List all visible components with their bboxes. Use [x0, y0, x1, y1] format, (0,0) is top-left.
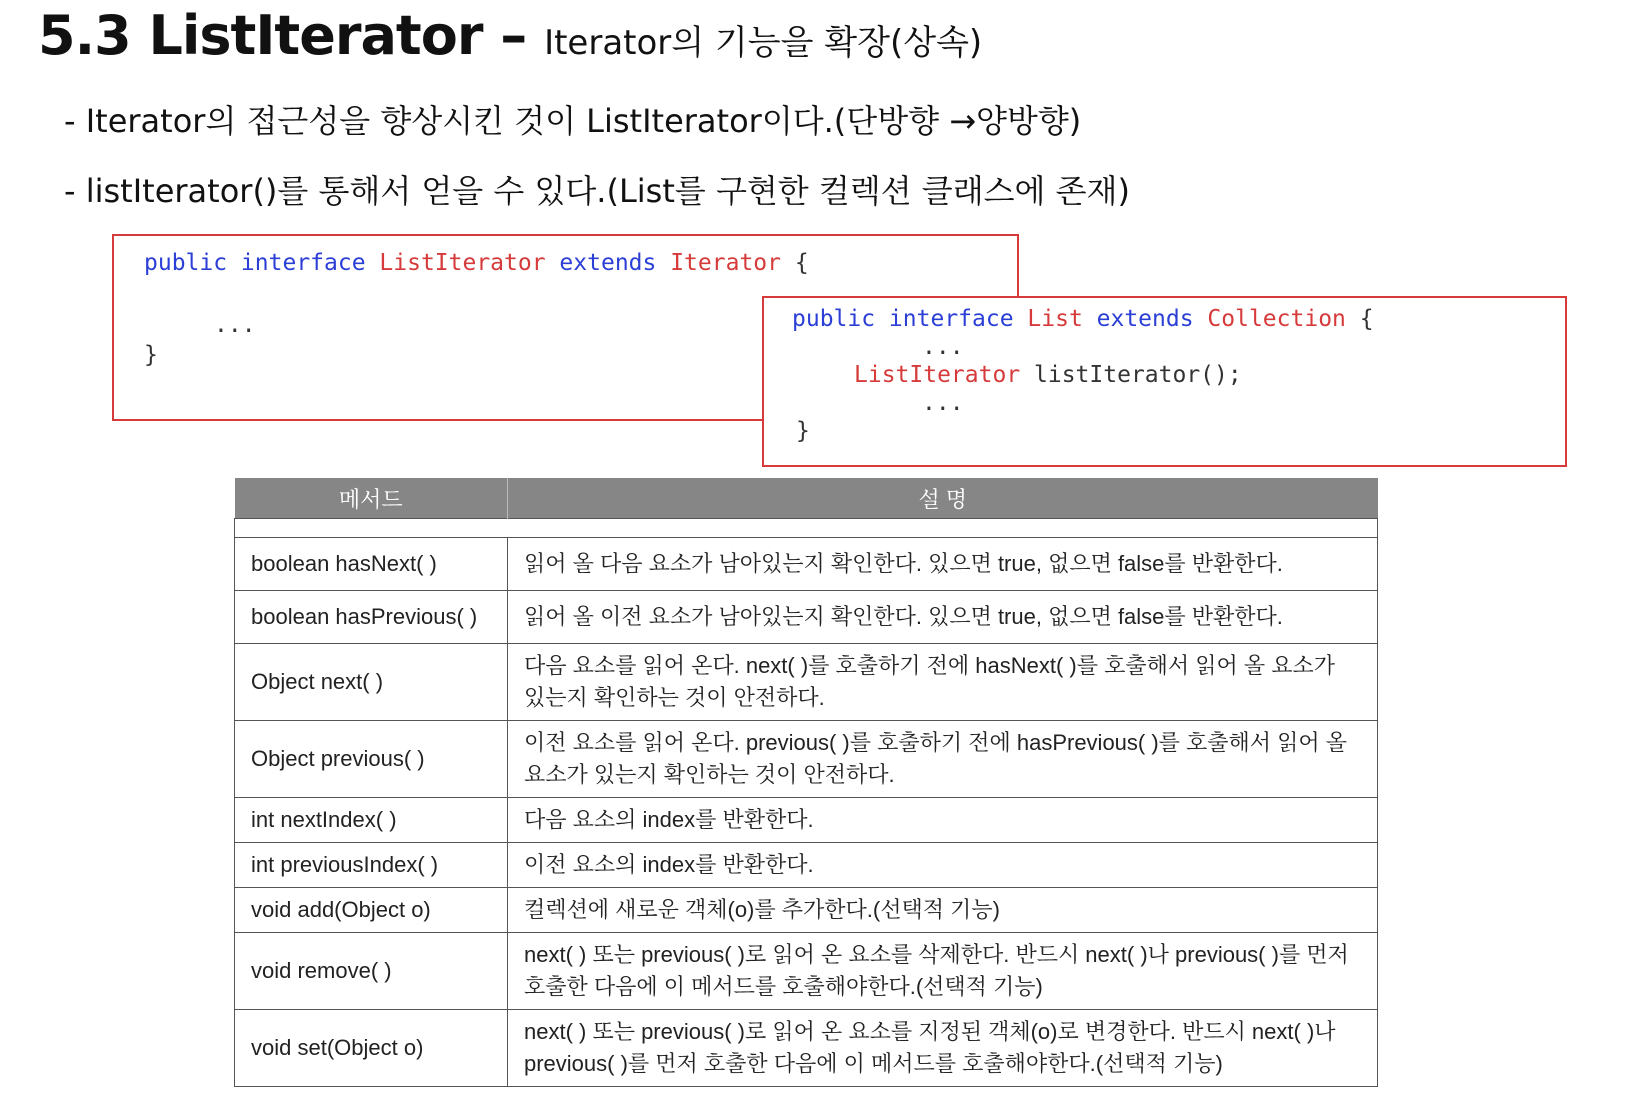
table-row: [235, 538, 1378, 591]
code-type: ListIterator: [379, 250, 546, 276]
bullet-1: - Iterator의 접근성을 향상시킨 것이 ListIterator이다.(단방향 →양방향): [64, 102, 1082, 140]
table-row: [235, 843, 1378, 888]
code-keyword: extends: [545, 250, 671, 276]
code-box-list: [762, 296, 1567, 467]
code-type: ListIterator: [854, 362, 1021, 388]
code-ellipsis: ...: [922, 334, 964, 360]
code-method: listIterator();: [1020, 362, 1242, 388]
header-description: 설 명: [508, 478, 1378, 519]
code-type: List: [1027, 306, 1083, 332]
header-method: 메서드: [235, 478, 508, 519]
method-name: int previousIndex( ): [235, 843, 508, 888]
code-close-brace: }: [796, 418, 810, 444]
table-row: [235, 1010, 1378, 1087]
bullet-2: - listIterator()를 통해서 얻을 수 있다.(List를 구현한 컬렉션 클래스에 존재): [64, 172, 1130, 210]
method-name: void set(Object o): [235, 1010, 508, 1087]
table-row: [235, 644, 1378, 721]
method-description: 이전 요소를 읽어 온다. previous( )를 호출하기 전에 hasPrevious( )를 호출해서 읽어 올 요소가 있는지 확인하는 것이 안전하다.: [508, 721, 1378, 798]
method-name: Object next( ): [235, 644, 508, 721]
method-description: 읽어 올 이전 요소가 남아있는지 확인한다. 있으면 true, 없으면 false를 반환한다.: [508, 591, 1378, 644]
table-row: [235, 888, 1378, 933]
code-keyword: public interface: [144, 250, 380, 276]
method-description: next( ) 또는 previous( )로 읽어 온 요소를 지정된 객체(o)로 변경한다. 반드시 next( )나 previous( )를 먼저 호출한 다음에 이 메서드를 호출해야한다.(선택적 기능): [508, 1010, 1378, 1087]
method-name: int nextIndex( ): [235, 798, 508, 843]
method-description: 컬렉션에 새로운 객체(o)를 추가한다.(선택적 기능): [508, 888, 1378, 933]
code-close-brace: }: [144, 342, 158, 368]
method-name: Object previous( ): [235, 721, 508, 798]
table-row: [235, 591, 1378, 644]
method-description: 읽어 올 다음 요소가 남아있는지 확인한다. 있으면 true, 없으면 false를 반환한다.: [508, 538, 1378, 591]
page-title: [38, 4, 982, 67]
table-header-row: [235, 478, 1378, 519]
method-description: 다음 요소의 index를 반환한다.: [508, 798, 1378, 843]
code-brace: {: [780, 250, 809, 276]
method-name: boolean hasPrevious( ): [235, 591, 508, 644]
method-description: 이전 요소의 index를 반환한다.: [508, 843, 1378, 888]
code-ellipsis: ...: [922, 390, 964, 416]
method-table: [234, 478, 1378, 1087]
method-description: next( ) 또는 previous( )로 읽어 온 요소를 삭제한다. 반드시 next( )나 previous( )를 먼저 호출한 다음에 이 메서드를 호출해야한다.(선택적 기능): [508, 933, 1378, 1010]
title-main: 5.3 ListIterator –: [38, 4, 545, 67]
code-line-declaration: [144, 250, 809, 276]
table-row: [235, 721, 1378, 798]
code-brace: {: [1345, 306, 1374, 332]
method-name: void add(Object o): [235, 888, 508, 933]
code-line-declaration: [792, 306, 1374, 332]
code-keyword: public interface: [792, 306, 1028, 332]
method-name: void remove( ): [235, 933, 508, 1010]
code-ellipsis: ...: [214, 312, 256, 338]
method-description: 다음 요소를 읽어 온다. next( )를 호출하기 전에 hasNext( )를 호출해서 읽어 올 요소가 있는지 확인하는 것이 안전하다.: [508, 644, 1378, 721]
title-sub: Iterator의 기능을 확장(상속): [544, 23, 983, 63]
code-type: Iterator: [670, 250, 781, 276]
code-line-method: [854, 362, 1242, 388]
code-type: Collection: [1207, 306, 1346, 332]
method-name: boolean hasNext( ): [235, 538, 508, 591]
table-row: [235, 933, 1378, 1010]
table-row: [235, 798, 1378, 843]
code-keyword: extends: [1082, 306, 1208, 332]
